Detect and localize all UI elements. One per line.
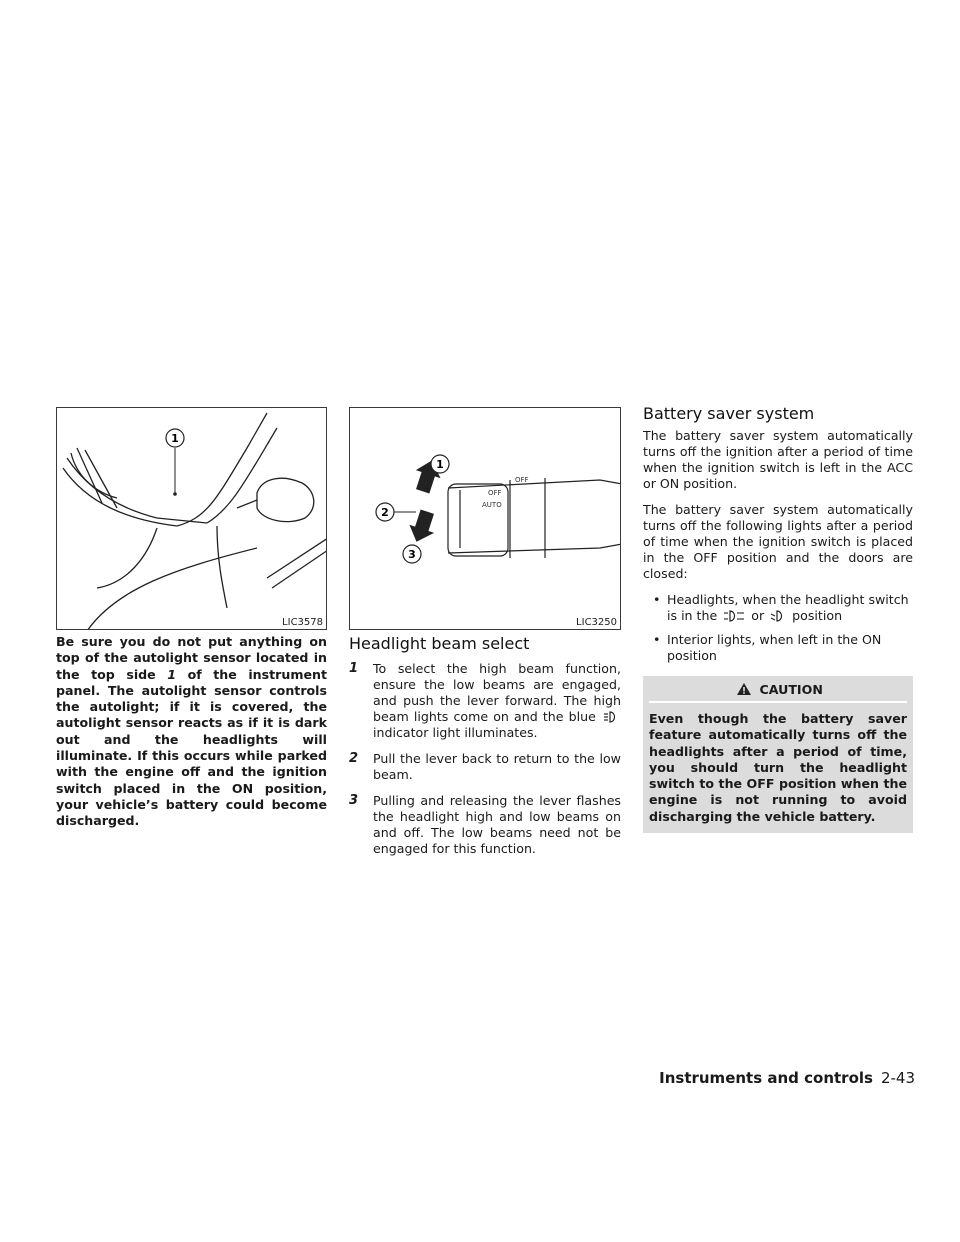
headlight-position-icon [724, 610, 744, 622]
battery-saver-para-1: The battery saver system automatically turns off the ignition after a period of time when the ignition switch is left in the ACC or ON position. [643, 428, 913, 491]
battery-saver-para-2: The battery saver system automatically turns off the following lights after a period of time when the ignition switch is placed in the OFF position and the doors are closed: [643, 502, 913, 581]
page-number: 2-43 [880, 1069, 915, 1087]
step-1: 1 To select the high beam function, ensure the low beams are engaged, and push the lever forward. The high beam lights come on and the blue indicator light illuminates. [349, 661, 621, 740]
lever-callout-2: 2 [381, 506, 389, 519]
autolight-sensor-illustration [57, 408, 327, 630]
lights-list [643, 592, 913, 664]
list-item: • Interior lights, when left in the ON position [649, 632, 913, 664]
step-2: 2 Pull the lever back to return to the low beam. [349, 751, 621, 782]
lever-callout-1: 1 [436, 458, 444, 471]
switch-label-off-1: OFF [488, 489, 502, 497]
lever-callout-3: 3 [408, 548, 416, 561]
warning-callout-number: 1 [167, 666, 177, 682]
figure-autolight-sensor [56, 407, 327, 630]
switch-label-off-2: OFF [515, 476, 529, 484]
caution-text: Even though the battery saver feature automatically turns off the headlights after a period of time, you should turn the headlight switch to the OFF position when the engine is not running to avoid discharging the vehicle battery. [649, 711, 907, 824]
figure-code: LIC3578 [282, 617, 323, 628]
headlight-beam-heading: Headlight beam select [349, 634, 530, 653]
right-column [643, 404, 913, 833]
low-beam-icon [771, 610, 785, 622]
middle-column [349, 634, 621, 867]
section-title: Instruments and controls [659, 1069, 873, 1087]
caution-box [643, 676, 913, 833]
switch-label-auto: AUTO [482, 501, 502, 509]
headlight-lever-illustration [350, 408, 621, 630]
high-beam-icon [604, 711, 618, 723]
figure-code: LIC3250 [576, 617, 617, 628]
autolight-warning: Be sure you do not put anything on top of the autolight sensor located in the top side 1 of the instrument panel. The autolight sensor controls the autolight; if it is covered, the autolight sensor reacts as if it is dark out and the headlights will illuminate. If this occurs while parked with the engine off and the ignition switch placed in the ON position, your vehicle’s battery could become discharged. [56, 634, 327, 829]
warning-triangle-icon [736, 682, 752, 696]
step-3: 3 Pulling and releasing the lever flashes the headlight high and low beams on and off. The low beams need not be engaged for this function. [349, 793, 621, 856]
figure-headlight-lever [349, 407, 621, 630]
caution-header: CAUTION [649, 682, 907, 703]
left-column [56, 634, 327, 830]
list-item: • Headlights, when the headlight switch is in the or position [649, 592, 913, 624]
battery-saver-heading: Battery saver system [643, 404, 815, 423]
figure-callout-1: 1 [171, 432, 179, 445]
page-footer [659, 1069, 915, 1087]
